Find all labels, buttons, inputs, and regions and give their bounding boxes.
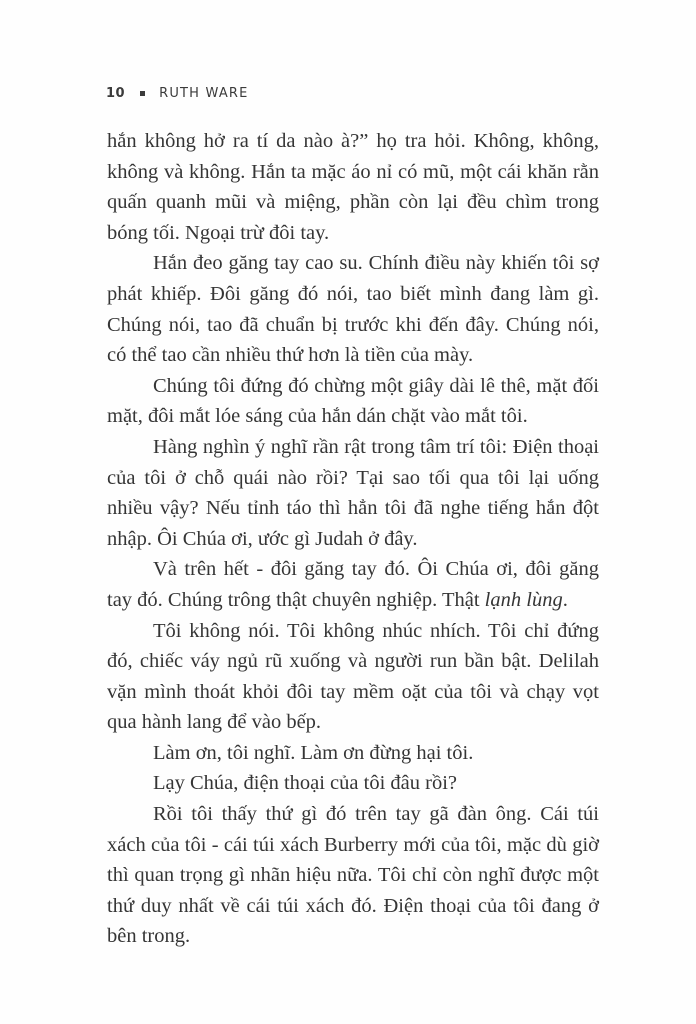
paragraph: Hắn đeo găng tay cao su. Chính điều này khiến tôi sợ phát khiếp. Đôi găng đó nói, tao biết mình đang làm gì. Chúng nói, tao đã chuẩn bị trước khi đến đây. Chúng nói, có thể tao cần nhiều thứ hơn là tiền của mày. xyxy=(107,252,599,367)
paragraph: Hàng nghìn ý nghĩ rần rật trong tâm trí tôi: Điện thoại của tôi ở chỗ quái nào rồi? Tại sao tối qua tôi lại uống nhiều vậy? Nếu tỉnh táo thì hẳn tôi đã nghe tiếng hắn đột nhập. Ôi Chúa ơi, ước gì Judah ở đây. xyxy=(107,435,599,550)
paragraph: Tôi không nói. Tôi không nhúc nhích. Tôi chỉ đứng đó, chiếc váy ngủ rũ xuống và người run bần bật. Delilah vặn mình thoát khỏi đôi tay mềm oặt của tôi và chạy vọt qua hành lang để vào bếp. xyxy=(107,619,599,734)
author-name: RUTH WARE xyxy=(159,86,249,101)
body-text xyxy=(107,126,599,952)
paragraph: Làm ơn, tôi nghĩ. Làm ơn đừng hại tôi. xyxy=(153,741,474,764)
running-head xyxy=(106,86,249,101)
page-number: 10 xyxy=(106,86,126,101)
paragraph-text: . xyxy=(562,588,568,611)
paragraph: Chúng tôi đứng đó chừng một giây dài lê thê, mặt đối mặt, đôi mắt lóe sáng của hắn dán chặt vào mắt tôi. xyxy=(107,374,599,428)
paragraph: Rồi tôi thấy thứ gì đó trên tay gã đàn ông. Cái túi xách của tôi - cái túi xách Burberry mới của tôi, mặc dù giờ thì quan trọng gì nhãn hiệu nữa. Tôi chỉ còn nghĩ được một thứ duy nhất về cái túi xách đó. Điện thoại của tôi đang ở bên trong. xyxy=(107,803,599,948)
paragraph: hắn không hở ra tí da nào à?” họ tra hỏi. Không, không, không và không. Hắn ta mặc áo nỉ có mũ, một cái khăn rằn quấn quanh mũi và miệng, phần còn lại đều chìm trong bóng tối. Ngoại trừ đôi tay. xyxy=(107,130,599,244)
paragraph-text: Và trên hết - đôi găng tay đó. Ôi Chúa ơi, đôi găng tay đó. Chúng trông thật chuyên nghiệp. Thật xyxy=(107,558,599,611)
paragraph xyxy=(107,554,599,615)
paragraph: Lạy Chúa, điện thoại của tôi đâu rồi? xyxy=(153,772,457,795)
italic-emphasis: lạnh lùng xyxy=(484,588,563,611)
square-bullet-icon xyxy=(140,91,145,96)
